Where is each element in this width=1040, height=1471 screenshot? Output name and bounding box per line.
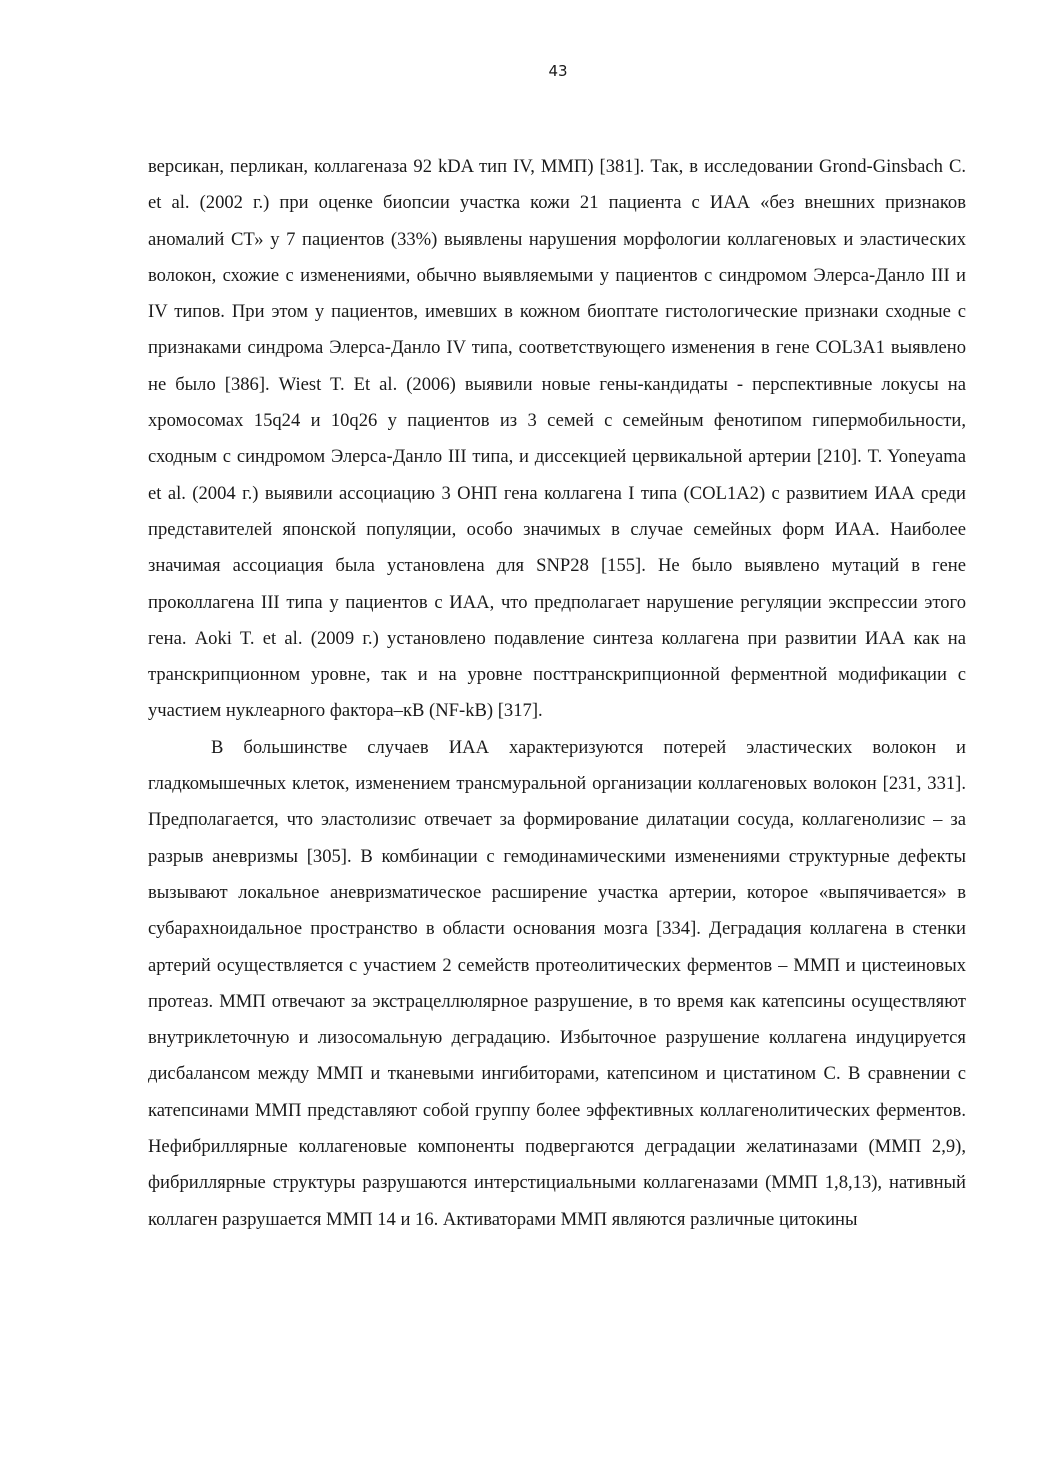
document-body [148,149,966,1238]
page-number: 43 [548,62,568,80]
paragraph-1: версикан, перликан, коллагеназа 92 kDA тип IV, ММП) [381]. Так, в исследовании Grond-Ginsbach C. et al. (2002 г.) при оценке биопсии участка кожи 21 пациента с ИАА «без внешних признаков аномалий СТ» у 7 пациентов (33%) выявлены нарушения морфологии коллагеновых и эластических волокон, схожие с изменениями, обычно выявляемыми у пациентов с синдромом Элерса-Данло III и IV типов. При этом у пациентов, имевших в кожном биоптате гистологические признаки сходные с признаками синдрома Элерса-Данло IV типа, соответствующего изменения в гене COL3A1 выявлено не было [386]. Wiest T. Et al. (2006) выявили новые гены-кандидаты - перспективные локусы на хромосомах 15q24 и 10q26 у пациентов из 3 семей с семейным фенотипом гипермобильности, сходным с синдромом Элерса-Данло III типа, и диссекцией цервикальной артерии [210]. T. Yoneyama et al. (2004 г.) выявили ассоциацию 3 ОНП гена коллагена I типа (COL1A2) с развитием ИАА среди представителей японской популяции, особо значимых в случае семейных форм ИАА. Наиболее значимая ассоциация была установлена для SNP28 [155]. Не было выявлено мутаций в гене проколлагена III типа у пациентов с ИАА, что предполагает нарушение регуляции экспрессии этого гена. Aoki T. et al. (2009 г.) установлено подавление синтеза коллагена при развитии ИАА как на транскрипционном уровне, так и на уровне посттранскрипционной ферментной модификации с участием нуклеарного фактора–кВ (NF-kB) [317]. [148,156,966,722]
paragraph-2: В большинстве случаев ИАА характеризуются потерей эластических волокон и гладкомышечных клеток, изменением трансмуральной организации коллагеновых волокон [231, 331]. Предполагается, что эластолизис отвечает за формирование дилатации сосуда, коллагенолизис – за разрыв аневризмы [305]. В комбинации с гемодинамическими изменениями структурные дефекты вызывают локальное аневризматическое расширение участка артерии, которое «выпячивается» в субарахноидальное пространство в области основания мозга [334]. Деградация коллагена в стенки артерий осуществляется с участием 2 семейств протеолитических ферментов – ММП и цистеиновых протеаз. ММП отвечают за экстрацеллюлярное разрушение, в то время как катепсины осуществляют внутриклеточную и лизосомальную деградацию. Избыточное разрушение коллагена индуцируется дисбалансом между ММП и тканевыми ингибиторами, катепсином и цистатином С. В сравнении с катепсинами ММП представляют собой группу более эффективных коллагенолитических ферментов. Нефибриллярные коллагеновые компоненты подвергаются деградации желатиназами (ММП 2,9), фибриллярные структуры разрушаются интерстициальными коллагеназами (ММП 1,8,13), нативный коллаген разрушается ММП 14 и 16. Активаторами ММП являются различные цитокины [148,736,966,1230]
